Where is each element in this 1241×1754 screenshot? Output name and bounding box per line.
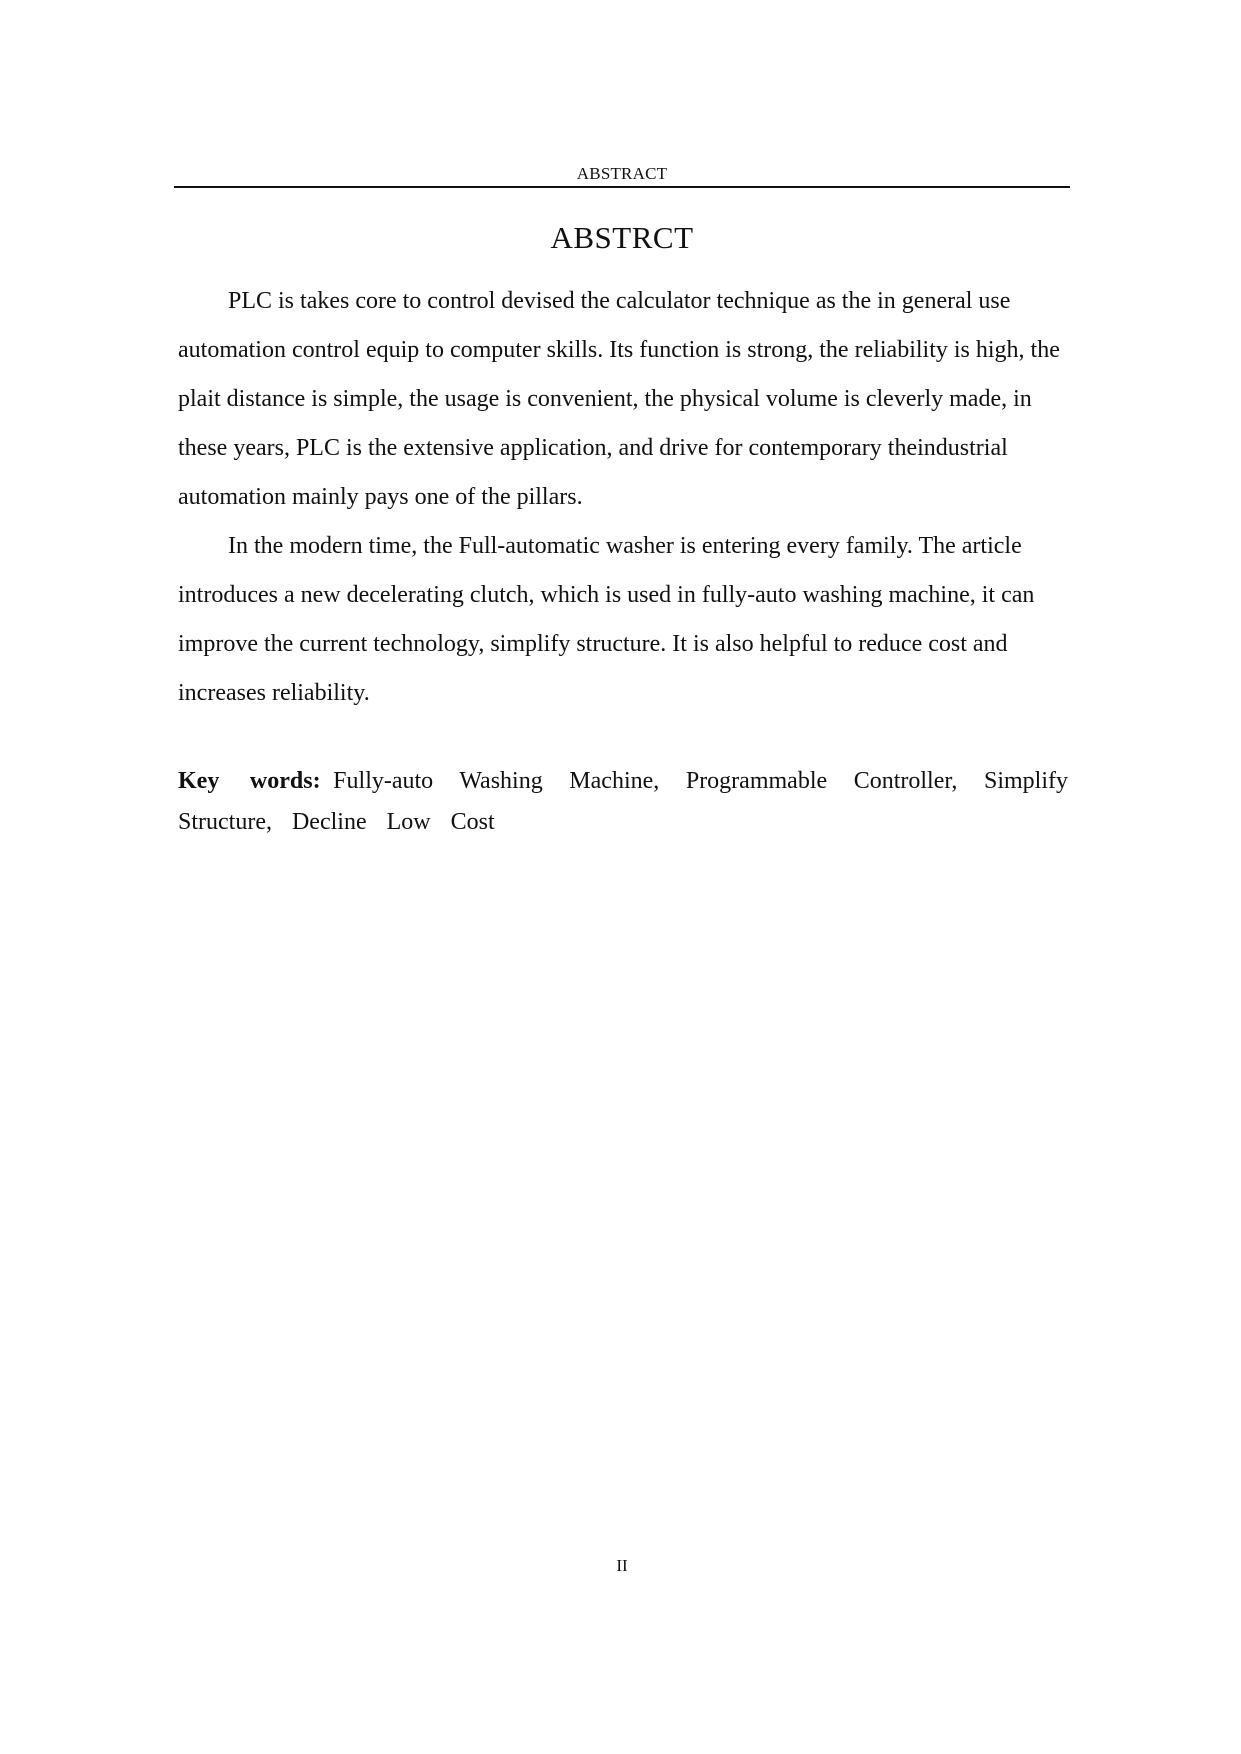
keywords-text: Fully-auto Washing Machine, Programmable Controller, Simplify Structure, Decline Low Cost — [178, 768, 1069, 835]
abstract-body — [178, 277, 1068, 718]
page-number: II — [616, 1556, 628, 1575]
abstract-title: ABSTRCT — [550, 220, 694, 255]
header-divider — [174, 186, 1070, 188]
abstract-paragraph-2: In the modern time, the Full-automatic washer is entering every family. The article introduces a new decelerating clutch, which is used in fully-auto washing machine, it can improve the current technology, simplify structure. It is also helpful to reduce cost and increases reliability. — [178, 533, 1035, 706]
running-header: ABSTRACT — [576, 164, 668, 183]
abstract-paragraph-1: PLC is takes core to control devised the calculator technique as the in general use automation control equip to computer skills. Its function is strong, the reliability is high, the plait distance is simple, the usage is convenient, the physical volume is cleverly made, in these years, PLC is the extensive application, and drive for contemporary theindustrial automation mainly pays one of the pillars. — [178, 288, 1060, 510]
keywords-label: Key words: — [178, 768, 321, 794]
keywords-block — [178, 761, 1068, 843]
